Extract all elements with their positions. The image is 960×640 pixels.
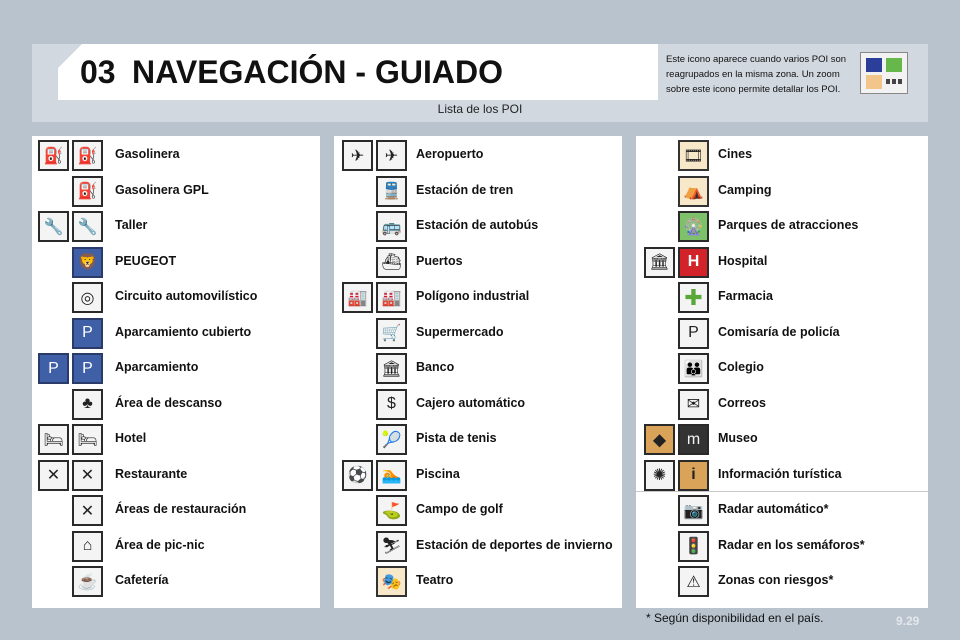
poi-label: Circuito automovilístico (115, 289, 258, 303)
airplane-icon: ✈ (376, 140, 407, 171)
poi-row (636, 138, 928, 173)
airport-board-icon: ✈ (342, 140, 373, 171)
bed-icon: 🛏 (72, 424, 103, 455)
cluster-square-orange (866, 75, 882, 89)
poi-label: Supermercado (416, 324, 504, 339)
poi-label: Aparcamiento (115, 360, 199, 374)
poi-row (636, 280, 928, 315)
poi-row (334, 458, 622, 493)
poi-label: Correos (718, 395, 766, 410)
rest-area-icon: ♣ (72, 389, 103, 420)
peugeot-lion-icon: 🦁 (72, 247, 103, 278)
school-children-icon: 👪 (678, 353, 709, 384)
poi-row (636, 209, 928, 244)
shopping-cart-icon: 🛒 (376, 318, 407, 349)
poi-label: Puertos (416, 253, 463, 268)
bank-icon: 🏛 (376, 353, 407, 384)
info-lights-icon: ✺ (644, 460, 675, 491)
poi-label: Gasolinera (115, 147, 180, 161)
museum-m-icon: m (678, 424, 709, 455)
poi-row (636, 245, 928, 280)
factory-icon: 🏭 (342, 282, 373, 313)
ship-icon: ⛴ (376, 247, 407, 278)
tennis-icon: 🎾 (376, 424, 407, 455)
pharmacy-cross-icon: ✚ (678, 282, 709, 313)
poi-row (32, 138, 320, 173)
poi-row (32, 209, 320, 244)
poi-row (636, 422, 928, 457)
section-divider (636, 491, 928, 492)
poi-row (334, 529, 622, 564)
hospital-building-icon: 🏛 (644, 247, 675, 278)
atm-icon: $ (376, 389, 407, 420)
poi-row (32, 422, 320, 457)
poi-label: Polígono industrial (416, 289, 530, 303)
police-icon: P (678, 318, 709, 349)
race-circuit-icon: ◎ (72, 282, 103, 313)
bus-icon: 🚌 (376, 211, 407, 242)
poi-row (334, 245, 622, 280)
poi-row (334, 209, 622, 244)
wrench-icon: 🔧 (38, 211, 69, 242)
skier-icon: ⛷ (376, 531, 407, 562)
fork-knife-icon: ✕ (72, 460, 103, 491)
poi-row (334, 351, 622, 386)
poi-row (32, 316, 320, 351)
poi-label: Farmacia (718, 289, 773, 303)
poi-label: Áreas de restauración (115, 502, 247, 516)
poi-label: Teatro (416, 573, 454, 587)
poi-row (334, 422, 622, 457)
poi-label: Información turística (718, 466, 842, 481)
poi-label: Radar automático* (718, 502, 829, 516)
poi-row (636, 316, 928, 351)
poi-label: Hotel (115, 431, 147, 445)
fuel-pump-icon: ⛽ (72, 140, 103, 171)
poi-label: Estación de autobús (416, 218, 539, 232)
hospital-h-icon: H (678, 247, 709, 278)
poi-label: Pista de tenis (416, 431, 497, 445)
golf-icon: ⛳ (376, 495, 407, 526)
poi-label: Aparcamiento cubierto (115, 324, 252, 339)
poi-row (636, 351, 928, 386)
page-number: 9.29 (896, 614, 920, 628)
page-title: NAVEGACIÓN - GUIADO (132, 54, 503, 90)
speed-camera-icon: 📷 (678, 495, 709, 526)
poi-row (334, 387, 622, 422)
poi-row (334, 280, 622, 315)
poi-label: Gasolinera GPL (115, 182, 209, 197)
poi-label: Parques de atracciones (718, 218, 859, 232)
poi-column-3 (636, 136, 928, 608)
museum-compass-icon: ◆ (644, 424, 675, 455)
poi-row (32, 564, 320, 599)
train-icon: 🚆 (376, 176, 407, 207)
poi-label: Cafetería (115, 573, 169, 587)
poi-row (636, 458, 928, 493)
poi-row (32, 529, 320, 564)
picnic-icon: ⌂ (72, 531, 103, 562)
poi-row (32, 351, 320, 386)
cluster-icon-note: Este icono aparece cuando varios POI son reagrupados en la misma zona. Un zoom sobre este icono permite detallar los POI. (666, 54, 847, 95)
poi-label: Taller (115, 218, 148, 232)
warning-triangle-icon: ⚠ (678, 566, 709, 597)
poi-label: Colegio (718, 360, 764, 374)
poi-column-2 (334, 136, 622, 608)
poi-label: Área de descanso (115, 395, 222, 410)
poi-label: Restaurante (115, 466, 188, 481)
poi-row (334, 564, 622, 599)
wrench-icon: 🔧 (72, 211, 103, 242)
poi-row (32, 493, 320, 528)
coffee-cup-icon: ☕ (72, 566, 103, 597)
poi-row (636, 529, 928, 564)
swimmer-icon: 🏊 (376, 460, 407, 491)
parking-icon: P (38, 353, 69, 384)
fuel-pump-icon: ⛽ (38, 140, 69, 171)
parking-icon: P (72, 353, 103, 384)
poi-label: Comisaría de policía (718, 324, 840, 339)
poi-row (636, 493, 928, 528)
poi-label: Radar en los semáforos* (718, 537, 865, 552)
poi-label: Cines (718, 147, 753, 161)
amusement-park-icon: 🎡 (678, 211, 709, 242)
poi-label: Hospital (718, 253, 768, 268)
poi-cluster-icon (860, 52, 908, 94)
sports-icon: ⚽ (342, 460, 373, 491)
film-icon: 🎞 (678, 140, 709, 171)
poi-row (334, 138, 622, 173)
poi-label: Campo de golf (416, 502, 503, 516)
poi-row (334, 316, 622, 351)
poi-label: Área de pic-nic (115, 537, 205, 552)
poi-row (334, 493, 622, 528)
roadside-restaurant-icon: ✕ (72, 495, 103, 526)
fork-knife-icon: ✕ (38, 460, 69, 491)
poi-row (334, 174, 622, 209)
poi-row (32, 280, 320, 315)
chapter-number: 03 (80, 54, 116, 90)
poi-label: Zonas con riesgos* (718, 573, 834, 587)
tent-icon: ⛺ (678, 176, 709, 207)
cluster-square-green (886, 58, 902, 72)
cluster-dots (886, 79, 902, 84)
covered-parking-icon: P (72, 318, 103, 349)
traffic-light-camera-icon: 🚦 (678, 531, 709, 562)
poi-label: Piscina (416, 466, 460, 481)
poi-column-1 (32, 136, 320, 608)
poi-row (32, 387, 320, 422)
bed-icon: 🛏 (38, 424, 69, 455)
page-subtitle: Lista de los POI (437, 102, 523, 116)
theatre-icon: 🎭 (376, 566, 407, 597)
envelope-icon: ✉ (678, 389, 709, 420)
poi-row (32, 458, 320, 493)
lpg-pump-icon: ⛽ (72, 176, 103, 207)
factory-icon: 🏭 (376, 282, 407, 313)
poi-row (32, 174, 320, 209)
poi-row (636, 564, 928, 599)
poi-label: PEUGEOT (115, 253, 177, 268)
poi-row (636, 174, 928, 209)
cluster-square-blue (866, 58, 882, 72)
poi-label: Camping (718, 182, 772, 197)
poi-label: Aeropuerto (416, 147, 484, 161)
poi-row (32, 245, 320, 280)
info-i-icon: i (678, 460, 709, 491)
poi-label: Cajero automático (416, 395, 526, 410)
poi-label: Banco (416, 360, 455, 374)
poi-label: Estación de tren (416, 182, 514, 197)
poi-label: Estación de deportes de invierno (416, 537, 613, 552)
poi-label: Museo (718, 431, 758, 445)
poi-row (636, 387, 928, 422)
footnote: * Según disponibilidad en el país. (646, 611, 824, 625)
